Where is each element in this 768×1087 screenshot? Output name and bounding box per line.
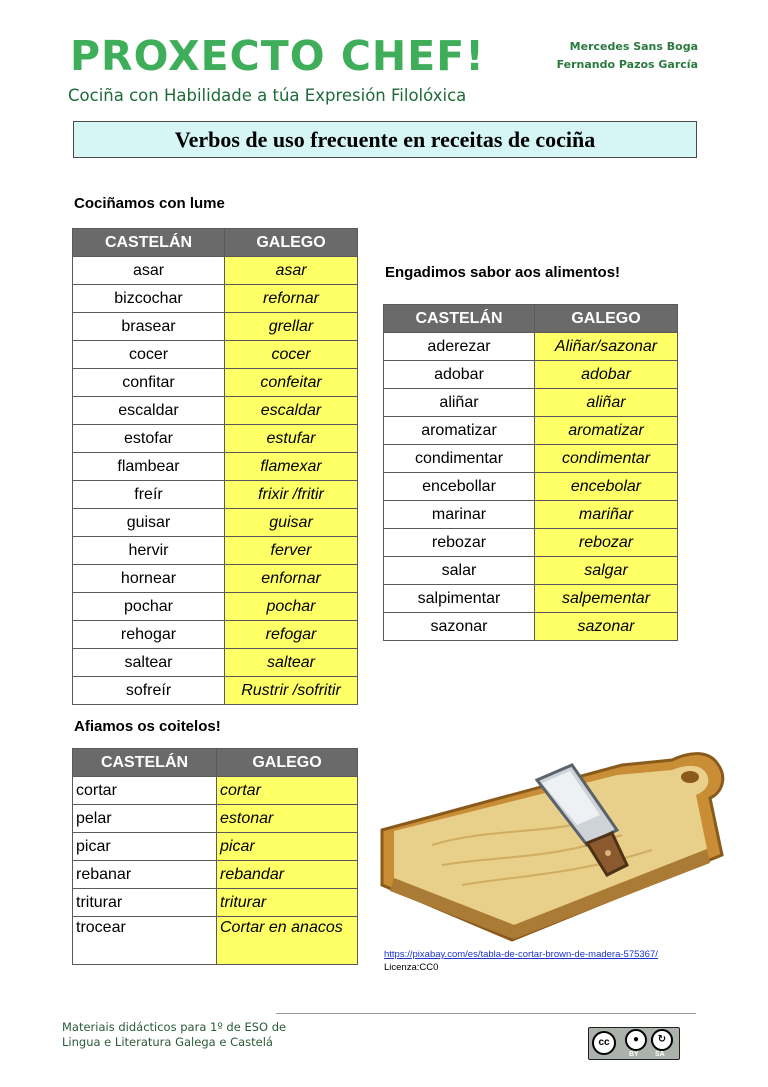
- table-row: [73, 917, 358, 965]
- col-header-castelan: CASTELÁN: [73, 229, 225, 257]
- author-2: Fernando Pazos García: [556, 58, 698, 71]
- castelan-cell: cocer: [73, 341, 225, 369]
- castelan-cell: bizcochar: [73, 285, 225, 313]
- galego-cell: frixir /fritir: [225, 481, 358, 509]
- footer-line-1: Materiais didácticos para 1º de ESO de: [62, 1020, 287, 1034]
- galego-cell: pochar: [225, 593, 358, 621]
- galego-cell: refornar: [225, 285, 358, 313]
- castelan-cell: escaldar: [73, 397, 225, 425]
- galego-cell: triturar: [217, 889, 358, 917]
- table-row: [73, 313, 358, 341]
- castelan-cell: asar: [73, 257, 225, 285]
- castelan-cell: brasear: [73, 313, 225, 341]
- castelan-cell: trocear: [73, 917, 217, 965]
- by-person-icon: ●: [625, 1029, 647, 1051]
- verbs-table-lume: [72, 228, 358, 705]
- galego-cell: mariñar: [535, 501, 678, 529]
- section-heading-coitelos: Afiamos os coitelos!: [74, 718, 221, 735]
- galego-cell: Rustrir /sofritir: [225, 677, 358, 705]
- castelan-cell: flambear: [73, 453, 225, 481]
- table-row: [73, 537, 358, 565]
- table-row: [73, 677, 358, 705]
- table-row: [384, 585, 678, 613]
- castelan-cell: marinar: [384, 501, 535, 529]
- col-header-castelan: CASTELÁN: [384, 305, 535, 333]
- galego-cell: cocer: [225, 341, 358, 369]
- table-row: [384, 529, 678, 557]
- author-1: Mercedes Sans Boga: [569, 40, 698, 53]
- cutting-board-illustration: [372, 735, 732, 947]
- verbs-table-sabor: [383, 304, 678, 641]
- castelan-cell: sazonar: [384, 613, 535, 641]
- brand-title: PROXECTO CHEF!: [70, 32, 485, 80]
- galego-cell: confeitar: [225, 369, 358, 397]
- table-row: [73, 889, 358, 917]
- table-row: [384, 501, 678, 529]
- castelan-cell: pochar: [73, 593, 225, 621]
- galego-cell: rebozar: [535, 529, 678, 557]
- castelan-cell: cortar: [73, 777, 217, 805]
- galego-cell: picar: [217, 833, 358, 861]
- brand-subtitle: Cociña con Habilidade a túa Expresión Filolóxica: [68, 86, 467, 105]
- cc-by-label: BY: [629, 1051, 639, 1058]
- galego-cell: condimentar: [535, 445, 678, 473]
- castelan-cell: pelar: [73, 805, 217, 833]
- castelan-cell: salpimentar: [384, 585, 535, 613]
- galego-cell: guisar: [225, 509, 358, 537]
- table-row: [384, 417, 678, 445]
- table-row: [73, 593, 358, 621]
- footer-line-2: Lingua e Literatura Galega e Castelá: [62, 1035, 273, 1049]
- galego-cell: aliñar: [535, 389, 678, 417]
- castelan-cell: rehogar: [73, 621, 225, 649]
- castelan-cell: condimentar: [384, 445, 535, 473]
- verbs-table-coitelos: [72, 748, 358, 965]
- galego-cell: Cortar en anacos: [217, 917, 358, 965]
- table-row: [384, 557, 678, 585]
- galego-cell: rebandar: [217, 861, 358, 889]
- table-row: [384, 333, 678, 361]
- galego-cell: adobar: [535, 361, 678, 389]
- table-row: [384, 389, 678, 417]
- galego-cell: saltear: [225, 649, 358, 677]
- table-row: [73, 369, 358, 397]
- table-row: [384, 613, 678, 641]
- galego-cell: ferver: [225, 537, 358, 565]
- table-row: [73, 341, 358, 369]
- table-row: [384, 445, 678, 473]
- cc-license-badge: [588, 1027, 680, 1060]
- table-row: [73, 257, 358, 285]
- castelan-cell: aromatizar: [384, 417, 535, 445]
- table-row: [73, 481, 358, 509]
- table-row: [73, 649, 358, 677]
- galego-cell: estonar: [217, 805, 358, 833]
- col-header-galego: GALEGO: [535, 305, 678, 333]
- col-header-galego: GALEGO: [217, 749, 358, 777]
- castelan-cell: sofreír: [73, 677, 225, 705]
- galego-cell: cortar: [217, 777, 358, 805]
- table-row: [384, 473, 678, 501]
- galego-cell: aromatizar: [535, 417, 678, 445]
- galego-cell: encebolar: [535, 473, 678, 501]
- castelan-cell: adobar: [384, 361, 535, 389]
- castelan-cell: confitar: [73, 369, 225, 397]
- table-row: [73, 509, 358, 537]
- galego-cell: asar: [225, 257, 358, 285]
- col-header-galego: GALEGO: [225, 229, 358, 257]
- castelan-cell: picar: [73, 833, 217, 861]
- castelan-cell: encebollar: [384, 473, 535, 501]
- section-heading-lume: Cociñamos con lume: [74, 195, 225, 212]
- table-row: [73, 453, 358, 481]
- castelan-cell: aliñar: [384, 389, 535, 417]
- image-credit-link[interactable]: https://pixabay.com/es/tabla-de-cortar-brown-de-madera-575367/: [384, 949, 658, 960]
- footer-divider: [276, 1013, 696, 1014]
- castelan-cell: freír: [73, 481, 225, 509]
- table-row: [73, 425, 358, 453]
- galego-cell: grellar: [225, 313, 358, 341]
- col-header-castelan: CASTELÁN: [73, 749, 217, 777]
- galego-cell: flamexar: [225, 453, 358, 481]
- galego-cell: escaldar: [225, 397, 358, 425]
- section-heading-sabor: Engadimos sabor aos alimentos!: [385, 264, 621, 281]
- page-title: Verbos de uso frecuente en receitas de cociña: [73, 121, 697, 158]
- cc-sa-label: SA: [655, 1051, 665, 1058]
- table-row: [73, 565, 358, 593]
- table-row: [73, 833, 358, 861]
- table-row: [73, 621, 358, 649]
- castelan-cell: triturar: [73, 889, 217, 917]
- castelan-cell: hornear: [73, 565, 225, 593]
- castelan-cell: salar: [384, 557, 535, 585]
- galego-cell: salpementar: [535, 585, 678, 613]
- share-alike-icon: ↻: [651, 1029, 673, 1051]
- castelan-cell: estofar: [73, 425, 225, 453]
- castelan-cell: rebozar: [384, 529, 535, 557]
- table-row: [384, 361, 678, 389]
- galego-cell: salgar: [535, 557, 678, 585]
- galego-cell: Aliñar/sazonar: [535, 333, 678, 361]
- table-row: [73, 285, 358, 313]
- galego-cell: enfornar: [225, 565, 358, 593]
- footer-text: [62, 1020, 286, 1050]
- castelan-cell: saltear: [73, 649, 225, 677]
- castelan-cell: aderezar: [384, 333, 535, 361]
- galego-cell: estufar: [225, 425, 358, 453]
- castelan-cell: guisar: [73, 509, 225, 537]
- image-license: Licenza:CC0: [384, 962, 439, 973]
- castelan-cell: hervir: [73, 537, 225, 565]
- table-row: [73, 397, 358, 425]
- cc-icon: cc: [592, 1031, 616, 1055]
- castelan-cell: rebanar: [73, 861, 217, 889]
- table-row: [73, 805, 358, 833]
- galego-cell: refogar: [225, 621, 358, 649]
- table-row: [73, 861, 358, 889]
- galego-cell: sazonar: [535, 613, 678, 641]
- table-row: [73, 777, 358, 805]
